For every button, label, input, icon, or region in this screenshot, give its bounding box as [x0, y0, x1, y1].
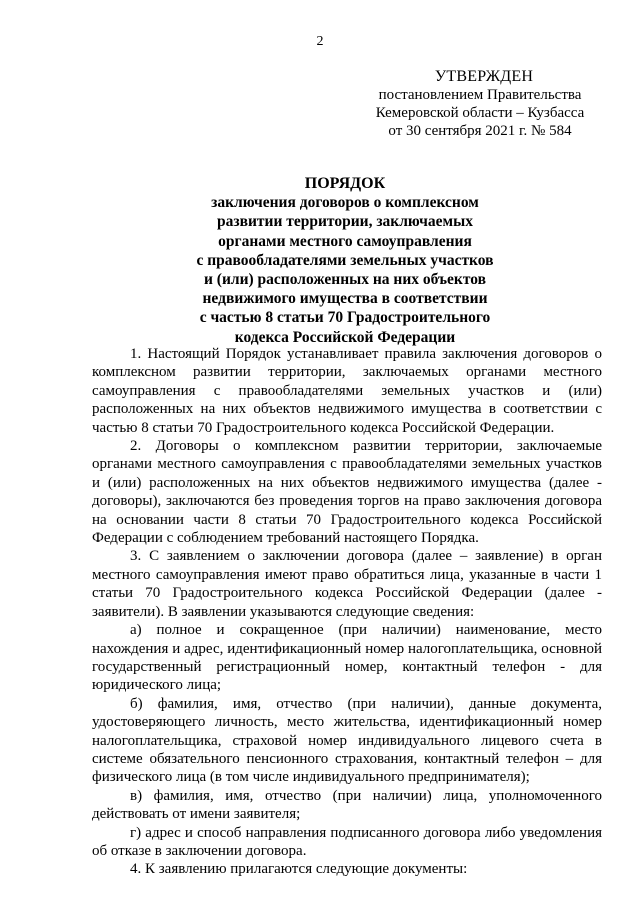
approval-line: Кемеровской области – Кузбасса: [375, 105, 585, 121]
title-line: развитии территории, заключаемых: [217, 213, 473, 231]
approval-line: от 30 сентября 2021 г. № 584: [388, 123, 572, 139]
paragraph-3a: а) полное и сокращенное (при наличии) наименование, место нахождения и адрес, идентификационный номер налогоплательщика, основной государственный регистрационный номер, контактный телефон - для юридического лица;: [92, 622, 602, 694]
title-line: с частью 8 статьи 70 Градостроительного: [199, 309, 491, 327]
paragraph-2: 2. Договоры о комплексном развитии территории, заключаемые органами местного самоуправления с правообладателями земельных участков и (или) расположенных на них объектов недвижимого имущества (далее - договоры), заключаются без проведения торгов на право заключения договора на основании части 8 статьи 70 Градостроительного кодекса Российской Федерации с соблюдением требований настоящего Порядка.: [92, 438, 602, 547]
title-line: и (или) расположенных на них объектов: [204, 271, 486, 289]
title-line: кодекса Российской Федерации: [234, 328, 456, 346]
approval-heading: УТВЕРЖДЕН: [434, 68, 534, 85]
paragraph-1: 1. Настоящий Порядок устанавливает правила заключения договоров о комплексном развитии территории, заключаемых органами местного самоуправления с правообладателями земельных участков и (или) расположенных на них объектов недвижимого имущества в соответствии с частью 8 статьи 70 Градостроительного кодекса Российской Федерации.: [92, 346, 602, 436]
page-number: 2: [316, 34, 324, 49]
paragraph-3b: б) фамилия, имя, отчество (при наличии), данные документа, удостоверяющего личность, место жительства, идентификационный номер налогоплательщика, страховой номер индивидуального лицевого счета в системе обязательного пенсионного страхования, контактный телефон – для физического лица (в том числе индивидуального предпринимателя);: [92, 695, 602, 786]
title-main: ПОРЯДОК: [304, 175, 386, 192]
document-title: [150, 174, 540, 347]
paragraph-3c: в) фамилия, имя, отчество (при наличии) лица, уполномоченного действовать от имени заявителя;: [92, 787, 602, 823]
paragraph-4: 4. К заявлению прилагаются следующие документы:: [130, 861, 468, 878]
document-body: [92, 345, 602, 879]
approval-stamp: [360, 68, 600, 140]
approval-line: постановлением Правительства: [378, 87, 582, 103]
title-line: недвижимого имущества в соответствии: [202, 290, 488, 308]
title-line: заключения договоров о комплексном: [211, 194, 479, 212]
paragraph-3: 3. С заявлением о заключении договора (далее – заявление) в орган местного самоуправления имеют право обратиться лица, указанные в части 1 статьи 70 Градостроительного кодекса Российской Федерации (далее - заявители). В заявлении указываются следующие сведения:: [92, 548, 602, 620]
title-line: органами местного самоуправления: [218, 232, 472, 250]
paragraph-3d: г) адрес и способ направления подписанного договора либо уведомления об отказе в заключении договора.: [92, 824, 602, 859]
title-line: с правообладателями земельных участков: [196, 251, 494, 269]
